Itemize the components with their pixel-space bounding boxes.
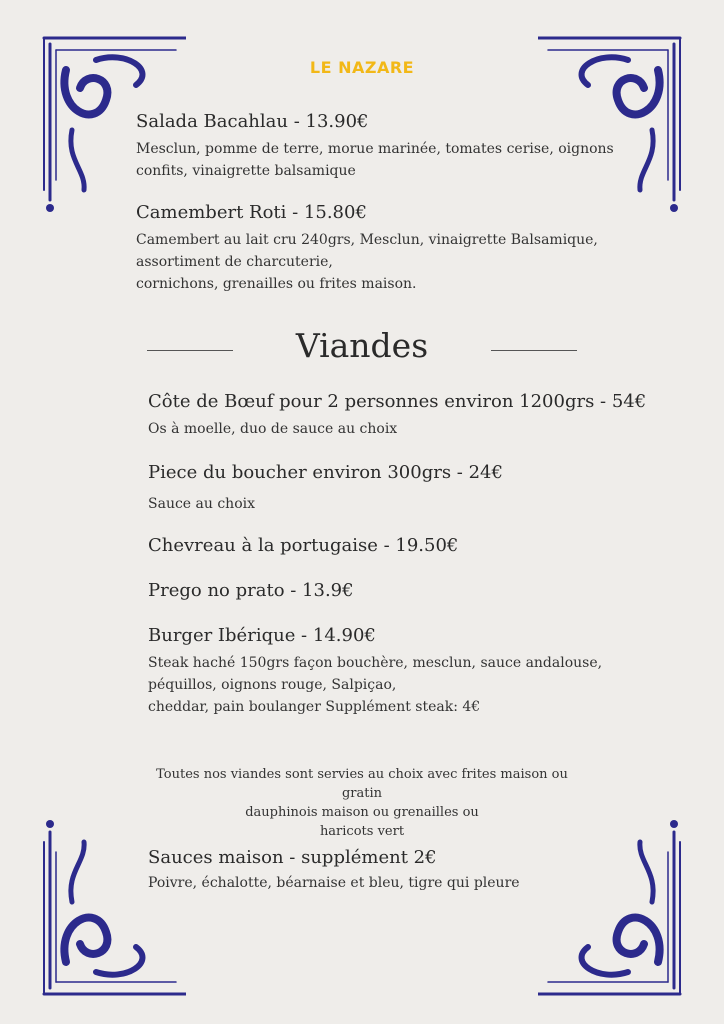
menu-item-burger-iberique — [148, 624, 628, 718]
menu-item-piece-du-boucher — [148, 461, 648, 515]
menu-item-description — [148, 418, 648, 440]
brand-logo: LE NAZARE — [309, 58, 415, 77]
desc-line: Steak haché 150grs façon bouchère, mesclun, sauce andalouse, — [148, 655, 603, 671]
note-line: haricots vert — [319, 824, 405, 839]
menu-item-description — [136, 229, 616, 295]
note-line: dauphinois maison ou grenailles ou — [245, 805, 479, 820]
desc-line: péquillos, oignons rouge, Salpiçao, — [148, 677, 397, 693]
section-title-viandes: Viandes — [295, 326, 429, 365]
menu-item-title: Sauces maison - supplément 2€ — [148, 847, 437, 868]
desc-line: cornichons, grenailles ou frites maison. — [136, 276, 417, 292]
menu-item-title: Prego no prato - 13.9€ — [148, 580, 354, 601]
menu-item-description — [148, 652, 628, 718]
menu-item-sauces-maison — [148, 846, 628, 894]
note-line: Toutes nos viandes sont servies au choix avec frites maison ou gratin — [156, 767, 568, 801]
menu-item-chevreau — [148, 534, 648, 558]
menu-item-title: Burger Ibérique - 14.90€ — [148, 625, 376, 646]
menu-item-title: Piece du boucher environ 300grs - 24€ — [148, 462, 503, 483]
menu-item-description: Poivre, échalotte, béarnaise et bleu, tigre qui pleure — [148, 875, 520, 891]
desc-line: Os à moelle, duo de sauce au choix — [148, 421, 398, 437]
section-rule-right — [491, 350, 577, 351]
menu-item-salada-bacahlau — [136, 110, 616, 182]
ornament-corner-bottom-right — [538, 817, 688, 1002]
desc-line: Camembert au lait cru 240grs, Mesclun, vinaigrette Balsamique, — [136, 232, 598, 248]
desc-line: cheddar, pain boulanger Supplément steak: 4€ — [148, 699, 481, 715]
menu-item-title: Camembert Roti - 15.80€ — [136, 202, 367, 223]
desc-line: Sauce au choix — [148, 496, 256, 512]
menu-item-description — [148, 493, 648, 515]
menu-item-camembert-roti — [136, 201, 616, 295]
menu-item-description — [136, 138, 616, 182]
desc-line: confits, vinaigrette balsamique — [136, 163, 356, 179]
menu-item-cote-de-boeuf — [148, 390, 648, 440]
accompaniment-note — [150, 765, 574, 841]
ornament-corner-bottom-left — [36, 817, 186, 1002]
menu-item-title: Chevreau à la portugaise - 19.50€ — [148, 535, 459, 556]
menu-item-prego-no-prato — [148, 579, 648, 603]
menu-item-title: Côte de Bœuf pour 2 personnes environ 1200grs - 54€ — [148, 391, 647, 412]
desc-line: assortiment de charcuterie, — [136, 254, 333, 270]
menu-item-title: Salada Bacahlau - 13.90€ — [136, 111, 369, 132]
desc-line: Mesclun, pomme de terre, morue marinée, tomates cerise, oignons — [136, 141, 614, 157]
